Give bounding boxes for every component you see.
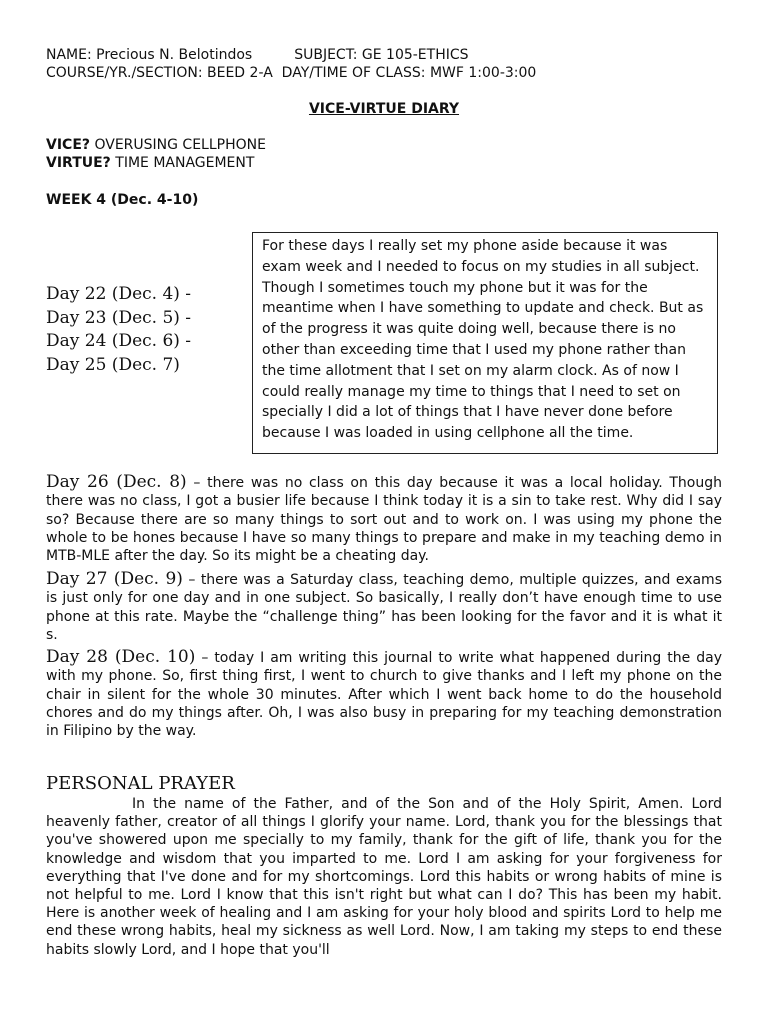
entry-day-label: Day 27 (Dec. 9) — [46, 569, 183, 589]
header-line-1 — [46, 46, 469, 64]
prayer-paragraph — [46, 795, 722, 959]
student-name: NAME: Precious N. Belotindos — [46, 47, 253, 63]
week-heading: WEEK 4 (Dec. 4-10) — [46, 192, 199, 208]
virtue-label: VIRTUE? — [46, 155, 111, 171]
entry-text: – there was a Saturday class, teaching demo, multiple quizzes, and exams is just only for one day and in one subject. So basically, I really don’t have enough time to use phone at this rate. Maybe the “challenge thing” has been looking for the favor and it is what it s. — [46, 572, 722, 643]
diary-entry-day-27 — [46, 570, 722, 644]
header-line-2: COURSE/YR./SECTION: BEED 2-A DAY/TIME OF CLASS: MWF 1:00-3:00 — [46, 65, 537, 81]
days-list — [46, 283, 191, 377]
subject: SUBJECT: GE 105-ETHICS — [294, 47, 469, 63]
prayer-heading: PERSONAL PRAYER — [46, 773, 235, 794]
vice-line — [46, 136, 266, 154]
virtue-value: TIME MANAGEMENT — [115, 155, 255, 171]
page-title: VICE-VIRTUE DIARY — [308, 101, 460, 117]
day-item: Day 22 (Dec. 4) - — [46, 284, 192, 304]
day-item: Day 24 (Dec. 6) - — [46, 331, 192, 351]
vice-value: OVERUSING CELLPHONE — [94, 137, 266, 153]
entry-day-label: Day 26 (Dec. 8) — [46, 472, 187, 492]
diary-entry-day-26 — [46, 473, 722, 565]
prayer-text: In the name of the Father, and of the Son and of the Holy Spirit, Amen. Lord heavenly father, creator of all things I glorify your name. Lord, thank you for the blessings that you've showered upon me specially to my family, thank for the gift of life, thank you for the knowledge and wisdom that you imparted to me. Lord I am asking for your forgiveness for everything that I've done and for my shortcomings. Lord this habits or wrong habits of mine is not helpful to me. Lord I know that this isn't right but what can I do? This has been my habit. Here is another week of healing and I am asking for your holy blood and spirits Lord to help me end these wrong habits, heal my sickness as well Lord. Now, I am taking my steps to end these habits slowly Lord, and I hope that you'll — [46, 796, 722, 958]
diary-box-text: For these days I really set my phone aside because it was exam week and I needed to focus on my studies in all subject. Though I sometimes touch my phone but it was for the meantime when I have something to update and check. But as of the progress it was quite doing well, because there is no other than exceeding time that I used my phone rather than the time allotment that I set on my alarm clock. As of now I could really manage my time to things that I need to set on specially I did a lot of things that I have never done before because I was loaded in using cellphone all the time. — [262, 238, 704, 442]
entry-day-label: Day 28 (Dec. 10) — [46, 647, 196, 667]
entry-text: – today I am writing this journal to write what happened during the day with my phone. So, first thing first, I went to church to give thanks and I left my phone on the chair in silent for the whole 30 minutes. After which I went back home to do the household chores and do my things after. Oh, I was also busy in preparing for my teaching demonstration in Filipino by the way. — [46, 650, 722, 740]
day-item: Day 23 (Dec. 5) - — [46, 307, 192, 328]
vice-label: VICE? — [46, 137, 91, 153]
virtue-line — [46, 154, 254, 172]
diary-entry-day-28 — [46, 648, 722, 740]
entry-text: – there was no class on this day because it was a local holiday. Though there was no class, I got a busier life because I think today it is a sin to take rest. Why did I say so? Because there are so many things to sort out and to work on. I was using my phone the whole to be hones because I have so many things to prepare and make in my teaching demo in MTB-MLE after the day. So its might be a cheating day. — [46, 475, 722, 565]
day-item: Day 25 (Dec. 7) — [46, 354, 180, 375]
diary-text-box — [252, 232, 718, 454]
